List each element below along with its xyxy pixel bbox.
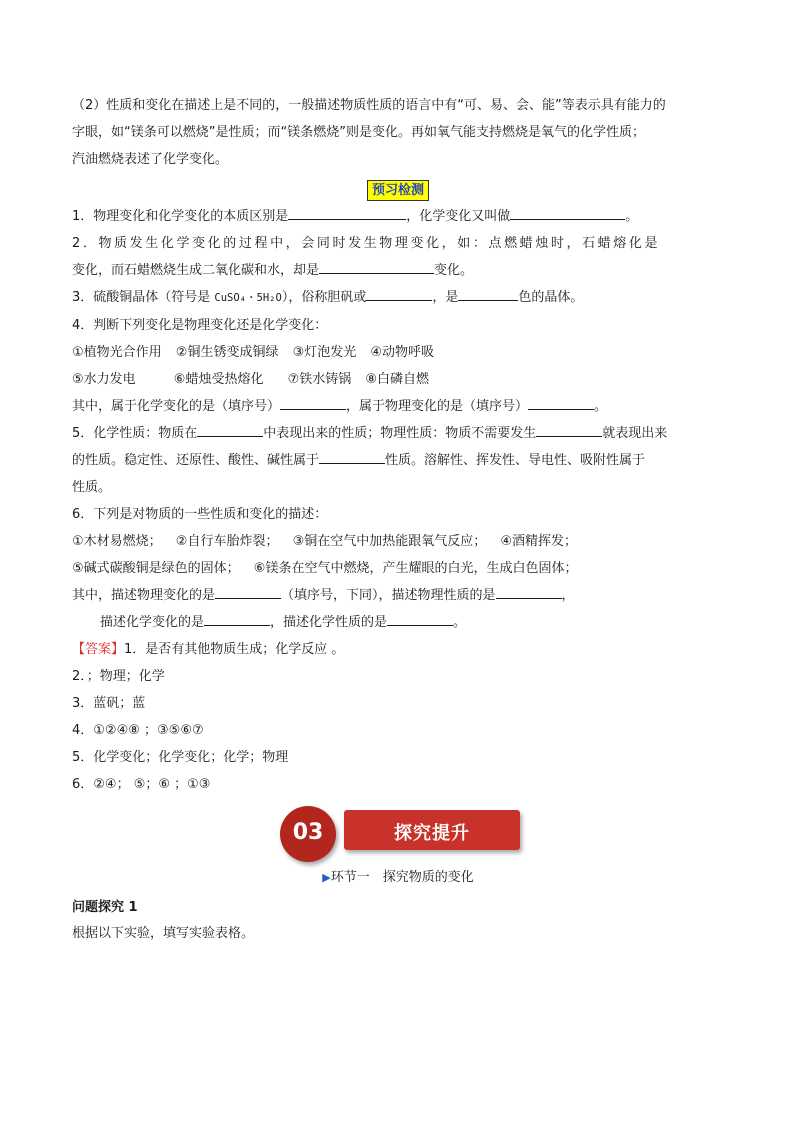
question-4-stem: 4．判断下列变化是物理变化还是化学变化： bbox=[72, 318, 328, 333]
question-4-items-2 bbox=[72, 366, 724, 393]
section-tag-row bbox=[72, 179, 724, 201]
q5-text-d: 的性质。稳定性、还原性、酸性、碱性属于 bbox=[72, 453, 320, 468]
section-tag: 预习检测 bbox=[367, 180, 429, 201]
answer-1 bbox=[72, 636, 724, 663]
option-item: ⑧白磷自燃 bbox=[365, 372, 430, 387]
question-6-items-1 bbox=[72, 528, 724, 555]
answer-blank[interactable] bbox=[204, 611, 270, 626]
q1-text-c: 。 bbox=[625, 209, 639, 224]
option-item: ⑤水力发电 bbox=[72, 372, 136, 387]
answer-blank[interactable] bbox=[319, 449, 385, 464]
section-number-badge bbox=[280, 806, 336, 862]
section-banner bbox=[72, 804, 724, 862]
q4-text-c: 。 bbox=[594, 399, 608, 414]
q6-text-d: 描述化学变化的是 bbox=[100, 615, 205, 630]
answer-5: 5．化学变化；化学变化；化学；物理 bbox=[72, 750, 289, 765]
option-item: ⑥蜡烛受热熔化 bbox=[173, 372, 264, 387]
subsection-title: 环节一 探究物质的变化 bbox=[330, 870, 474, 885]
question-6-stem: 6．下列是对物质的一些性质和变化的描述： bbox=[72, 507, 328, 522]
section-title: 探究提升 bbox=[394, 823, 470, 844]
answer-blank[interactable] bbox=[215, 584, 281, 599]
question-5-line-3: 性质。 bbox=[72, 480, 112, 495]
answer-blank[interactable] bbox=[280, 395, 346, 410]
question-6-fill-2 bbox=[72, 609, 724, 636]
answer-blank[interactable] bbox=[288, 205, 406, 220]
q3-text-a: 3．硫酸铜晶体（符号是 bbox=[72, 290, 215, 305]
q2-text-b: 变化。 bbox=[434, 263, 474, 278]
q5-text-c: 就表现出来 bbox=[602, 426, 668, 441]
question-4-fill bbox=[72, 393, 724, 420]
option-item: ⑥镁条在空气中燃烧，产生耀眼的白光，生成白色固体； bbox=[253, 561, 578, 576]
intro-line-2: 字眼，如“镁条可以燃烧”是性质；而“镁条燃烧”则是变化。再如氧气能支持燃烧是氧气的化学性质； bbox=[72, 125, 645, 140]
option-item: ④酒精挥发； bbox=[500, 534, 578, 549]
chemical-formula: CuSO₄・5H₂O bbox=[214, 292, 282, 304]
option-item: ①木材易燃烧； bbox=[72, 534, 162, 549]
q5-text-b: 中表现出来的性质；物理性质：物质不需要发生 bbox=[263, 426, 537, 441]
answer-blank[interactable] bbox=[528, 395, 594, 410]
option-item: ④动物呼吸 bbox=[370, 345, 435, 360]
question-1 bbox=[72, 203, 724, 230]
question-2-line-1: 2．物质发生化学变化的过程中，会同时发生物理变化，如：点燃蜡烛时，石蜡熔化是 bbox=[72, 236, 661, 251]
question-3 bbox=[72, 284, 724, 312]
q2-text-a: 变化，而石蜡燃烧生成二氧化碳和水，却是 bbox=[72, 263, 320, 278]
problem-text: 根据以下实验，填写实验表格。 bbox=[72, 926, 255, 941]
answer-blank[interactable] bbox=[366, 286, 432, 301]
document-page bbox=[72, 92, 724, 947]
q4-text-a: 其中，属于化学变化的是（填序号） bbox=[72, 399, 281, 414]
q6-text-a: 其中，描述物理变化的是 bbox=[72, 588, 216, 603]
option-item: ③铜在空气中加热能跟氧气反应； bbox=[292, 534, 487, 549]
question-5-line-2 bbox=[72, 447, 724, 474]
answer-blank[interactable] bbox=[510, 205, 625, 220]
q4-text-b: ，属于物理变化的是（填序号） bbox=[346, 399, 529, 414]
q3-text-c: ，是 bbox=[432, 290, 459, 305]
answer-blank[interactable] bbox=[319, 259, 434, 274]
q1-text-b: ，化学变化又叫做 bbox=[406, 209, 511, 224]
answer-blank[interactable] bbox=[387, 611, 453, 626]
q3-text-b: ），俗称胆矾或 bbox=[281, 290, 367, 305]
section-title-bar bbox=[344, 810, 520, 850]
intro-line-1: （2）性质和变化在描述上是不同的，一般描述物质性质的语言中有“可、易、会、能”等表示具有能力的 bbox=[72, 98, 666, 113]
q6-text-b: （填序号，下同），描述物理性质的是 bbox=[281, 588, 496, 603]
question-4-items-1 bbox=[72, 339, 724, 366]
answer-tag: 【答案】 bbox=[72, 642, 125, 657]
option-item: ②自行车胎炸裂； bbox=[175, 534, 279, 549]
q1-text-a: 1．物理变化和化学变化的本质区别是 bbox=[72, 209, 289, 224]
answer-blank[interactable] bbox=[458, 286, 518, 301]
question-2-line-2 bbox=[72, 257, 724, 284]
q6-text-f: 。 bbox=[453, 615, 467, 630]
option-item: ①植物光合作用 bbox=[72, 345, 162, 360]
answer-3: 3．蓝矾；蓝 bbox=[72, 696, 146, 711]
answer-blank[interactable] bbox=[197, 422, 263, 437]
answer-4: 4．①②④⑧ ；③⑤⑥⑦ bbox=[72, 723, 204, 738]
answer-blank[interactable] bbox=[536, 422, 602, 437]
triangle-right-icon: ▶ bbox=[322, 871, 331, 884]
answer-2: 2．；物理；化学 bbox=[72, 669, 165, 684]
section-number: 03 bbox=[292, 820, 324, 845]
option-item: ②铜生锈变成铜绿 bbox=[175, 345, 279, 360]
q3-text-d: 色的晶体。 bbox=[518, 290, 584, 305]
q5-text-e: 性质。溶解性、挥发性、导电性、吸附性属于 bbox=[385, 453, 646, 468]
q5-text-a: 5．化学性质：物质在 bbox=[72, 426, 198, 441]
option-item: ⑦铁水铸锅 bbox=[287, 372, 352, 387]
question-6-items-2 bbox=[72, 555, 724, 582]
problem-title: 问题探究 1 bbox=[72, 900, 138, 915]
option-item: ⑤碱式碳酸铜是绿色的固体； bbox=[72, 561, 240, 576]
subsection-heading bbox=[72, 866, 724, 890]
answer-6: 6．②④； ⑤；⑥ ；①③ bbox=[72, 777, 211, 792]
q6-text-c: ， bbox=[561, 588, 575, 603]
option-item: ③灯泡发光 bbox=[292, 345, 357, 360]
question-5-line-1 bbox=[72, 420, 724, 447]
intro-line-3: 汽油燃烧表述了化学变化。 bbox=[72, 152, 229, 167]
answer-text: 1．是否有其他物质生成；化学反应 。 bbox=[124, 642, 345, 657]
q6-text-e: ，描述化学性质的是 bbox=[270, 615, 388, 630]
question-6-fill-1 bbox=[72, 582, 724, 609]
answer-blank[interactable] bbox=[496, 584, 562, 599]
